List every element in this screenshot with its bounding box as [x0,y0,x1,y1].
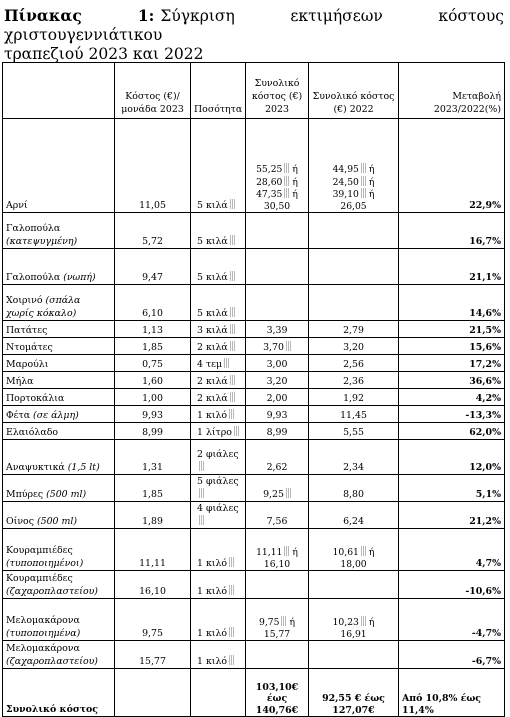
total-2022-cell-value: 3,20 [343,342,364,353]
cell-marker [286,341,291,351]
item-name-cell [3,529,115,571]
total-2022-cell-part: 10,61 [332,547,359,558]
cell-marker [229,557,234,567]
cell-marker [284,188,289,198]
item-name: Οίνος [6,516,34,527]
total-2023-cell [246,475,309,502]
quantity-cell [191,389,246,406]
total-2022-cell-value: 11,45 [340,410,367,421]
change-cell: 14,6% [399,285,505,321]
item-name: Αρνί [6,200,28,211]
item-name-cell [3,641,115,669]
item-name-cell [3,406,115,423]
item-name-cell [3,440,115,475]
change-cell: 15,6% [399,338,505,355]
quantity-value: 3 κιλά [197,325,228,336]
item-name-note: (ζαχαροπλαστείου) [6,586,98,597]
quantity-cell [191,475,246,502]
cell-marker [229,585,234,595]
quantity-value: 1 κιλό [197,656,228,667]
quantity-value: 5 κιλά [197,308,228,319]
total-2022-cell [309,475,399,502]
header-unit-cost: Κόστος (€)/ μονάδα 2023 [115,63,191,119]
table-row [3,285,505,321]
change-cell: 5,1% [399,475,505,502]
quantity-cell [191,571,246,599]
quantity-value: 1 κιλό [197,628,228,639]
total-2023-cell-value: 8,99 [266,427,288,438]
total-2023-cell-part: 47,35 [256,189,283,200]
total-2023-cell-part: 30,50 [263,200,291,212]
item-name-cell [3,338,115,355]
unit-cost-cell: 1,00 [115,389,191,406]
item-name-note: (νωπή) [63,272,96,283]
change-cell: 17,2% [399,355,505,372]
total-2023-cell-part: ή [292,164,298,175]
header-change: Μεταβολή 2023/2022(%) [399,63,505,119]
item-name-note: (τυποποιημένοι) [6,558,84,569]
total-2022-cell-part: 24,50 [332,176,359,188]
unit-cost-cell: 15,77 [115,641,191,669]
cell-marker [230,324,235,334]
quantity-cell [191,529,246,571]
table-row [3,321,505,338]
cell-marker [361,546,366,556]
unit-cost-cell: 1,89 [115,502,191,529]
change-cell: -10,6% [399,571,505,599]
total-2023-cell-part: ή [289,617,295,628]
unit-cost-cell: 6,10 [115,285,191,321]
quantity-cell [191,321,246,338]
cell-marker [284,163,289,173]
cell-marker [230,392,235,402]
item-name-cell [3,502,115,529]
total-2022-cell-value: 5,55 [343,427,364,438]
total-2022-cell [309,249,399,285]
quantity-cell [191,641,246,669]
header-total-2022: Συνολικό κόστος (€) 2022 [309,63,399,119]
unit-cost-cell: 11,05 [115,119,191,213]
total-2023-cell-part: ή [292,547,298,558]
total-2023-cell-part: 55,25 [256,164,283,175]
total-2022-cell [309,529,399,571]
quantity-cell [191,249,246,285]
total-2022-cell [309,213,399,249]
christmas-cost-table [2,62,505,717]
header-quantity: Ποσότητα [191,63,246,119]
total-empty-unit [115,669,191,717]
change-cell: 21,5% [399,321,505,338]
total-2022-value: 92,55 € έως 127,07€ [309,669,399,717]
total-2023-cell-part: 15,77 [263,628,291,640]
total-2023-cell-value: 3,00 [266,359,288,370]
table-row [3,249,505,285]
total-2023-cell-part: 28,60 [256,176,283,188]
total-2022-cell [309,119,399,213]
total-2023-cell [246,372,309,389]
total-2023-cell-part: ή [292,189,298,200]
item-name: Χοιρινό [6,295,43,306]
change-cell: -13,3% [399,406,505,423]
total-2022-cell [309,423,399,440]
caption-text-line2: τραπεζιού 2023 και 2022 [4,45,204,63]
cell-marker [199,488,204,498]
quantity-value: 2 φιάλες [197,449,239,460]
item-name-cell [3,599,115,641]
cell-marker [281,616,286,626]
quantity-value: 2 κιλά [197,376,228,387]
quantity-value: 1 κιλό [197,558,228,569]
change-cell: 62,0% [399,423,505,440]
total-2023-cell-value: 3,70 [263,342,284,353]
table-row [3,406,505,423]
table-row [3,213,505,249]
total-2022-cell [309,372,399,389]
cell-marker [230,199,235,209]
quantity-cell [191,285,246,321]
quantity-cell [191,213,246,249]
total-2023-cell [246,249,309,285]
change-cell: 4,7% [399,529,505,571]
unit-cost-cell: 1,31 [115,440,191,475]
total-2022-cell [309,571,399,599]
caption-label: Πίνακας 1: [4,6,155,25]
total-2023-value: 103,10€ έως 140,76€ [246,669,309,717]
total-2022-cell [309,641,399,669]
total-2022-cell-value: 8,80 [343,489,364,500]
change-cell: 36,6% [399,372,505,389]
total-2022-cell-part: ή [368,164,375,175]
table-row [3,423,505,440]
unit-cost-cell: 9,47 [115,249,191,285]
quantity-value: 2 κιλά [197,393,228,404]
item-name: Ελαιόλαδο [6,427,58,438]
total-2022-cell [309,285,399,321]
quantity-cell [191,119,246,213]
total-2023-cell [246,529,309,571]
total-2023-cell-value: 3,20 [266,376,288,387]
item-name-cell [3,285,115,321]
item-name: Μελομακάρονα [6,615,80,626]
change-cell: 21,2% [399,502,505,529]
table-row [3,372,505,389]
total-2023-cell [246,599,309,641]
item-name-note: (σπάλα χωρίς κόκαλο) [6,295,81,319]
item-name: Πατάτες [6,325,48,336]
total-2022-cell [309,406,399,423]
total-2023-cell-value: 2,00 [266,393,288,404]
total-2023-cell-value: 7,56 [266,516,288,527]
unit-cost-cell: 8,99 [115,423,191,440]
cell-marker [230,307,235,317]
total-change-value: Από 10,8% έως 11,4% [399,669,505,717]
quantity-value: 5 φιάλες [197,476,239,487]
total-2022-cell [309,338,399,355]
total-2023-cell [246,389,309,406]
total-2023-cell-value: 2,62 [266,462,288,473]
total-empty-qty [191,669,246,717]
item-name-note: (500 ml) [46,489,87,500]
total-2023-cell-part: 9,75 [259,617,280,628]
cell-marker [286,488,291,498]
item-name-cell [3,321,115,338]
caption-text-line1: Σύγκριση εκτιμήσεων κόστους χριστουγεννιάτικου [4,7,504,44]
item-name-cell [3,355,115,372]
change-cell: 22,9% [399,119,505,213]
cell-marker [230,235,235,245]
quantity-cell [191,502,246,529]
total-2023-cell-part: 16,10 [263,558,291,570]
item-name-note: (τυποποιημένα) [6,628,81,639]
change-cell: 12,0% [399,440,505,475]
quantity-value: 5 κιλά [197,200,228,211]
item-name-cell [3,249,115,285]
total-2022-cell-part: 16,91 [340,628,367,640]
item-name-note: (500 ml) [36,516,78,527]
item-name-cell [3,475,115,502]
quantity-value: 1 λίτρο [197,427,232,438]
total-row [3,669,505,717]
table-row [3,529,505,571]
item-name-cell [3,372,115,389]
cell-marker [361,176,366,186]
quantity-value: 4 φιάλες [197,503,239,514]
change-cell: 21,1% [399,249,505,285]
quantity-cell [191,372,246,389]
quantity-cell [191,338,246,355]
item-name-cell [3,423,115,440]
total-2022-cell [309,355,399,372]
quantity-value: 1 κιλό [197,586,228,597]
total-2022-cell-part: ή [368,617,375,628]
total-2023-cell [246,641,309,669]
table-row [3,440,505,475]
item-name: Γαλοπούλα [6,272,61,283]
item-name-note: (1,5 lt) [67,462,100,473]
cell-marker [230,341,235,351]
cell-marker [361,163,366,173]
total-2022-cell-part: ή [368,547,375,558]
item-name: Κουραμπιέδες [6,545,73,556]
total-2022-cell-part: 44,95 [332,164,359,175]
header-total-2023: Συνολικό κόστος (€) 2023 [246,63,309,119]
total-2022-cell [309,502,399,529]
total-2023-cell [246,285,309,321]
total-2023-cell [246,502,309,529]
cell-marker [199,461,204,471]
table-row [3,641,505,669]
cell-marker [361,188,366,198]
table-row [3,338,505,355]
unit-cost-cell: 1,13 [115,321,191,338]
cell-marker [230,271,235,281]
total-2023-cell-part: ή [292,176,298,188]
quantity-value: 5 κιλά [197,272,228,283]
total-2023-cell [246,119,309,213]
unit-cost-cell: 1,60 [115,372,191,389]
unit-cost-cell: 1,85 [115,475,191,502]
total-2023-cell [246,440,309,475]
unit-cost-cell: 1,85 [115,338,191,355]
unit-cost-cell: 0,75 [115,355,191,372]
change-cell: -6,7% [399,641,505,669]
cell-marker [230,375,235,385]
quantity-value: 1 κιλό [197,410,228,421]
cell-marker [229,627,234,637]
total-2022-cell-value: 2,36 [343,376,364,387]
total-2023-cell [246,213,309,249]
total-2023-cell [246,355,309,372]
quantity-cell [191,355,246,372]
item-name-cell [3,119,115,213]
cell-marker [361,616,366,626]
quantity-value: 5 κιλά [197,236,228,247]
cell-marker [284,546,289,556]
item-name: Αναψυκτικά [6,462,65,473]
total-2022-cell-value: 2,79 [343,325,364,336]
item-name: Κουραμπιέδες [6,573,73,584]
header-row [3,63,505,119]
cell-marker [229,655,234,665]
quantity-cell [191,423,246,440]
change-cell: -4,7% [399,599,505,641]
unit-cost-cell: 9,93 [115,406,191,423]
total-2022-cell-part: 26,05 [340,200,367,212]
total-2022-cell-part: 39,10 [332,189,359,200]
item-name-note: (σε άλμη) [33,410,79,421]
table-caption [4,6,504,64]
total-2022-cell-value: 6,24 [343,516,364,527]
total-2022-cell [309,389,399,406]
total-2023-cell [246,321,309,338]
quantity-cell [191,406,246,423]
cell-marker [224,358,229,368]
total-2023-cell [246,571,309,599]
item-name-cell [3,571,115,599]
cell-marker [284,176,289,186]
item-name: Μπύρες [6,489,44,500]
item-name-note: (κατεψυγμένη) [6,236,78,247]
total-2023-cell [246,406,309,423]
total-2023-cell [246,423,309,440]
change-cell: 16,7% [399,213,505,249]
table-row [3,502,505,529]
table-row [3,119,505,213]
item-name: Γαλοπούλα [6,223,61,234]
unit-cost-cell: 11,11 [115,529,191,571]
table-row [3,389,505,406]
item-name-note: (ζαχαροπλαστείου) [6,656,98,667]
total-2023-cell [246,338,309,355]
total-2022-cell-part: 18,00 [340,558,367,570]
table-row [3,571,505,599]
item-name: Μαρούλι [6,359,49,370]
cell-marker [199,515,204,525]
quantity-value: 2 κιλά [197,342,228,353]
table-row [3,475,505,502]
total-2023-cell-value: 9,25 [263,489,284,500]
item-name: Φέτα [6,410,31,421]
cell-marker [234,426,239,436]
item-name: Μήλα [6,376,34,387]
total-2022-cell-part: 10,23 [332,617,359,628]
item-name: Ντομάτες [6,342,53,353]
unit-cost-cell: 5,72 [115,213,191,249]
header-item [3,63,115,119]
change-cell: 4,2% [399,389,505,406]
item-name-cell [3,389,115,406]
total-2022-cell-part: ή [368,189,375,200]
total-2022-cell-value: 2,34 [343,462,364,473]
table-row [3,355,505,372]
item-name: Μελομακάρονα [6,643,80,654]
total-2022-cell-value: 2,56 [343,359,364,370]
total-2023-cell-part: 11,11 [256,547,283,558]
quantity-cell [191,599,246,641]
total-2022-cell [309,599,399,641]
total-2022-cell [309,440,399,475]
item-name-cell [3,213,115,249]
cell-marker [229,409,234,419]
total-2023-cell-value: 9,93 [266,410,288,421]
total-2022-cell-value: 1,92 [343,393,364,404]
total-label: Συνολικό κόστος [3,669,115,717]
quantity-cell [191,440,246,475]
table-row [3,599,505,641]
unit-cost-cell: 9,75 [115,599,191,641]
item-name: Πορτοκάλια [6,393,65,404]
unit-cost-cell: 16,10 [115,571,191,599]
total-2023-cell-value: 3,39 [266,325,288,336]
quantity-value: 4 τεμ [197,359,223,370]
total-2022-cell-part: ή [368,176,375,188]
total-2022-cell [309,321,399,338]
